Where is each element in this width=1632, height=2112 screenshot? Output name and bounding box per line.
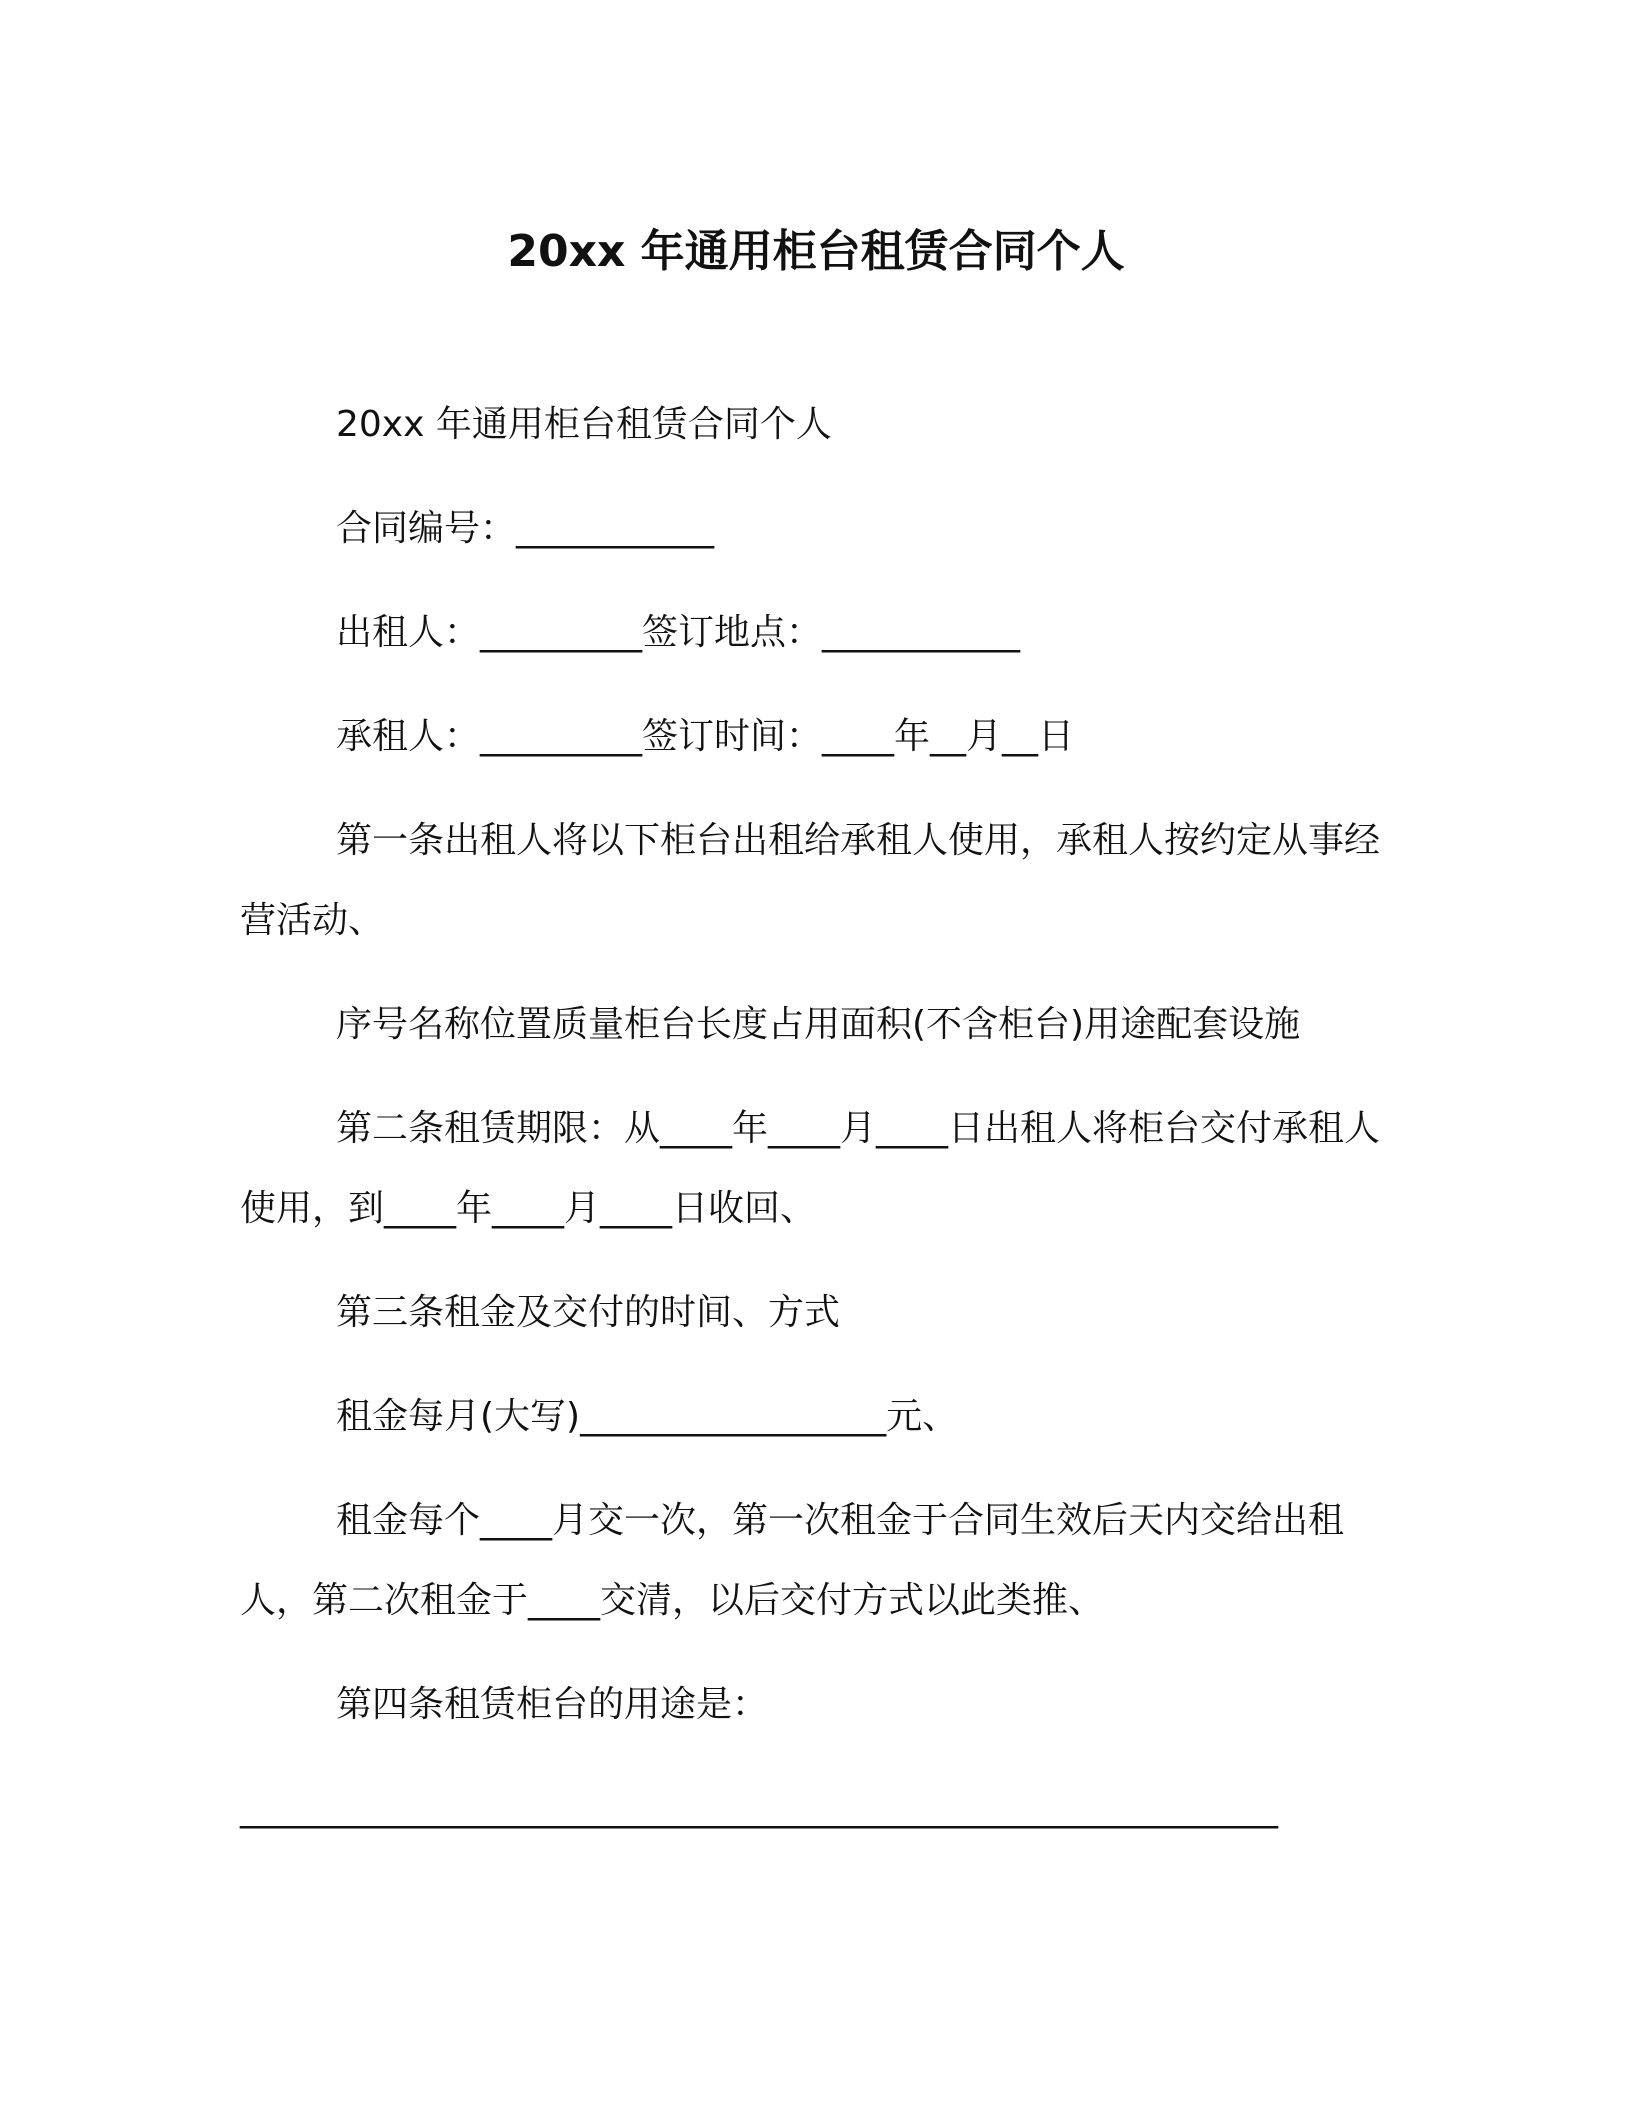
paragraph-blank-line: _____________________________________________________________ — [240, 1788, 1277, 1829]
paragraph-table-header: 序号名称位置质量柜台长度占用面积(不含柜台)用途配套设施 — [336, 1004, 1301, 1045]
paragraph-lessee: 承租人：_________签订时间：____年__月__日 — [336, 716, 1075, 757]
document-body — [240, 385, 1400, 1873]
paragraph-subtitle: 20xx 年通用柜台租赁合同个人 — [336, 404, 832, 445]
document-title: 20xx 年通用柜台租赁合同个人 — [507, 226, 1125, 277]
paragraph-article-3: 第三条租金及交付的时间、方式 — [336, 1292, 841, 1333]
paragraph-article-2: 第二条租赁期限：从____年____月____日出租人将柜台交付承租人使用，到____年____月____日收回、 — [240, 1108, 1381, 1229]
paragraph-contract-number: 合同编号：___________ — [336, 508, 715, 549]
paragraph-rent-schedule: 租金每个____月交一次，第一次租金于合同生效后天内交给出租人，第二次租金于____交清，以后交付方式以此类推、 — [240, 1500, 1345, 1621]
paragraph-article-1: 第一条出租人将以下柜台出租给承租人使用，承租人按约定从事经营活动、 — [240, 820, 1381, 941]
paragraph-lessor: 出租人：_________签订地点：___________ — [336, 612, 1021, 653]
paragraph-rent-amount: 租金每月(大写)_________________元、 — [336, 1396, 959, 1437]
paragraph-article-4: 第四条租赁柜台的用途是： — [336, 1684, 769, 1725]
